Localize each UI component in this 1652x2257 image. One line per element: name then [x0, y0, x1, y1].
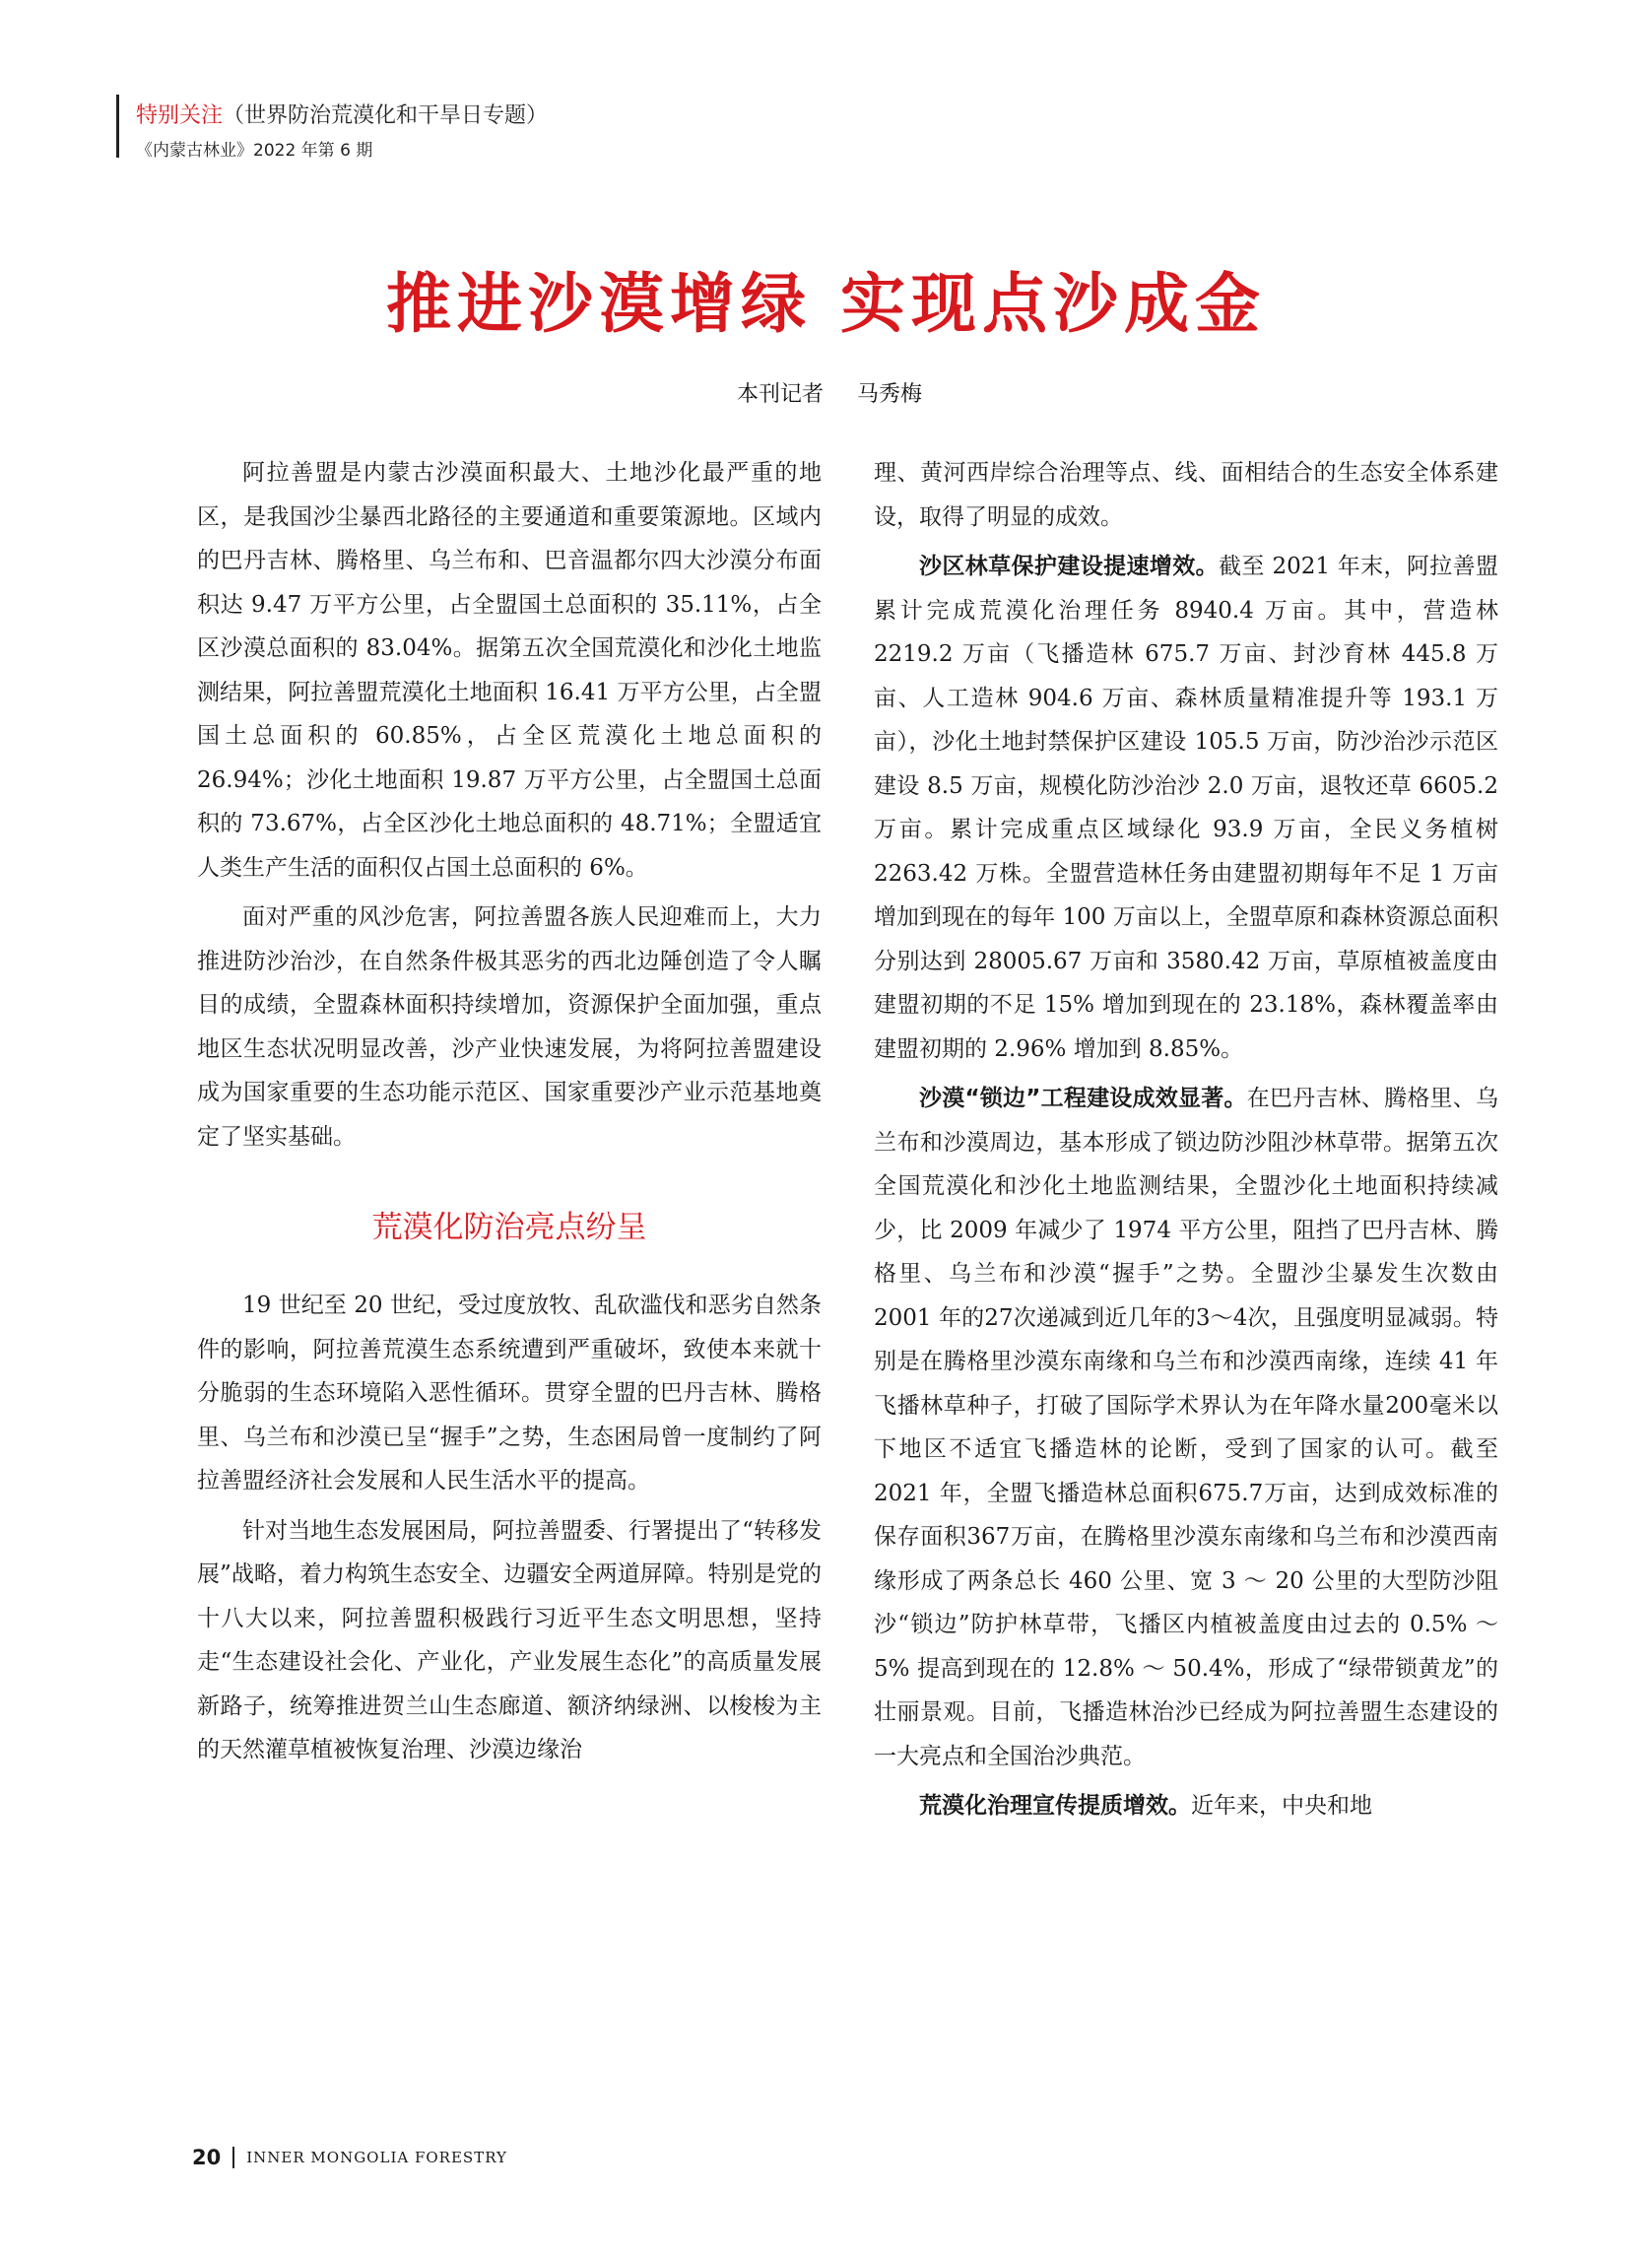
page-number: 20	[192, 2146, 222, 2169]
byline	[737, 377, 922, 408]
paragraph: 阿拉善盟是内蒙古沙漠面积最大、土地沙化最严重的地区，是我国沙尘暴西北路径的主要通道和重要策源地。区域内的巴丹吉林、腾格里、乌兰布和、巴音温都尔四大沙漠分布面积达 9.47 万平方公里，占全盟国土总面积的 35.11%，占全区沙漠总面积的 83.04%。据第五次全国荒漠化和沙化土地监测结果，阿拉善盟荒漠化土地面积 16.41 万平方公里，占全盟国土总面积的 60.85%，占全区荒漠化土地总面积的 26.94%；沙化土地面积 19.87 万平方公里，占全盟国土总面积的 73.67%，占全区沙化土地总面积的 48.71%；全盟适宜人类生产生活的面积仅占国土总面积的 6%。	[197, 460, 822, 881]
paragraph-body: 截至 2021 年末，阿拉善盟累计完成荒漠化治理任务 8940.4 万亩。其中，营造林 2219.2 万亩（飞播造林 675.7 万亩、封沙育林 445.8 万亩、人工造林 904.6 万亩、森林质量精准提升等 193.1 万亩），沙化土地封禁保护区建设 105.5 万亩，防沙治沙示范区建设 8.5 万亩，规模化防沙治沙 2.0 万亩，退牧还草 6605.2 万亩。累计完成重点区域绿化 93.9 万亩，全民义务植树 2263.42 万株。全盟营造林任务由建盟初期每年不足 1 万亩增加到现在的每年 100 万亩以上，全盟草原和森林资源总面积分别达到 28005.67 万亩和 3580.42 万亩，草原植被盖度由建盟初期的不足 15% 增加到现在的 23.18%，森林覆盖率由建盟初期的 2.96% 增加到 8.85%。	[874, 554, 1499, 1062]
section-subheading: 荒漠化防治亮点纷呈	[371, 1210, 647, 1245]
section-label: 特别关注	[136, 103, 224, 128]
paragraph	[874, 545, 1498, 1071]
issue-label: 《内蒙古林业》2022 年第 6 期	[136, 141, 373, 161]
paragraph	[874, 1784, 1498, 1828]
paragraph-lead: 荒漠化治理宣传提质增效。	[919, 1793, 1191, 1819]
journal-name: INNER MONGOLIA FORESTRY	[246, 2149, 507, 2166]
paragraph-lead: 沙漠“锁边”工程建设成效显著。	[919, 1086, 1247, 1111]
paragraph: 19 世纪至 20 世纪，受过度放牧、乱砍滥伐和恶劣自然条件的影响，阿拉善荒漠生态系统遭到严重破坏，致使本来就十分脆弱的生态环境陷入恶性循环。贯穿全盟的巴丹吉林、腾格里、乌兰布和沙漠已呈“握手”之势，生态困局曾一度制约了阿拉善盟经济社会发展和人民生活水平的提高。	[197, 1293, 822, 1494]
paragraph: 理、黄河西岸综合治理等点、线、面相结合的生态安全体系建设，取得了明显的成效。	[874, 460, 1498, 530]
page-footer	[192, 2146, 507, 2169]
header-rule	[116, 95, 119, 158]
paragraph: 针对当地生态发展困局，阿拉善盟委、行署提出了“转移发展”战略，着力构筑生态安全、边疆安全两道屏障。特别是党的十八大以来，阿拉善盟积极践行习近平生态文明思想，坚持走“生态建设社会化、产业化，产业发展生态化”的高质量发展新路子，统筹推进贺兰山生态廊道、额济纳绿洲、以梭梭为主的天然灌草植被恢复治理、沙漠边缘治	[197, 1517, 822, 1762]
paragraph: 面对严重的风沙危害，阿拉善盟各族人民迎难而上，大力推进防沙治沙，在自然条件极其恶劣的西北边陲创造了令人瞩目的成绩，全盟森林面积持续增加，资源保护全面加强，重点地区生态状况明显改善，沙产业快速发展，为将阿拉善盟建设成为国家重要的生态功能示范区、国家重要沙产业示范基地奠定了坚实基础。	[197, 904, 822, 1150]
article-title: 推进沙漠增绿 实现点沙成金	[386, 265, 1266, 342]
right-column	[874, 451, 1498, 1834]
byline-role: 本刊记者	[737, 382, 825, 407]
paragraph	[874, 1077, 1498, 1778]
byline-name: 马秀梅	[857, 382, 923, 407]
left-column	[197, 451, 822, 1778]
section-header	[136, 99, 548, 129]
footer-divider	[232, 2147, 234, 2168]
paragraph-body: 在巴丹吉林、腾格里、乌兰布和沙漠周边，基本形成了锁边防沙阻沙林草带。据第五次全国荒漠化和沙化土地监测结果，全盟沙化土地面积持续减少，比 2009 年减少了 1974 平方公里，阻挡了巴丹吉林、腾格里、乌兰布和沙漠“握手”之势。全盟沙尘暴发生次数由 2001 年的27次递减到近几年的3～4次，且强度明显减弱。特别是在腾格里沙漠东南缘和乌兰布和沙漠西南缘，连续 41 年飞播林草种子，打破了国际学术界认为在年降水量200毫米以下地区不适宜飞播造林的论断，受到了国家的认可。截至 2021 年，全盟飞播造林总面积675.7万亩，达到成效标准的保存面积367万亩，在腾格里沙漠东南缘和乌兰布和沙漠西南缘形成了两条总长 460 公里、宽 3 ～ 20 公里的大型防沙阻沙“锁边”防护林草带，飞播区内植被盖度由过去的 0.5% ～ 5% 提高到现在的 12.8% ～ 50.4%，形成了“绿带锁黄龙”的壮丽景观。目前，飞播造林治沙已经成为阿拉善盟生态建设的一大亮点和全国治沙典范。	[874, 1086, 1499, 1769]
section-topic: （世界防治荒漠化和干旱日专题）	[223, 103, 549, 128]
paragraph-body: 近年来，中央和地	[1191, 1793, 1372, 1819]
paragraph-lead: 沙区林草保护建设提速增效。	[919, 554, 1219, 579]
